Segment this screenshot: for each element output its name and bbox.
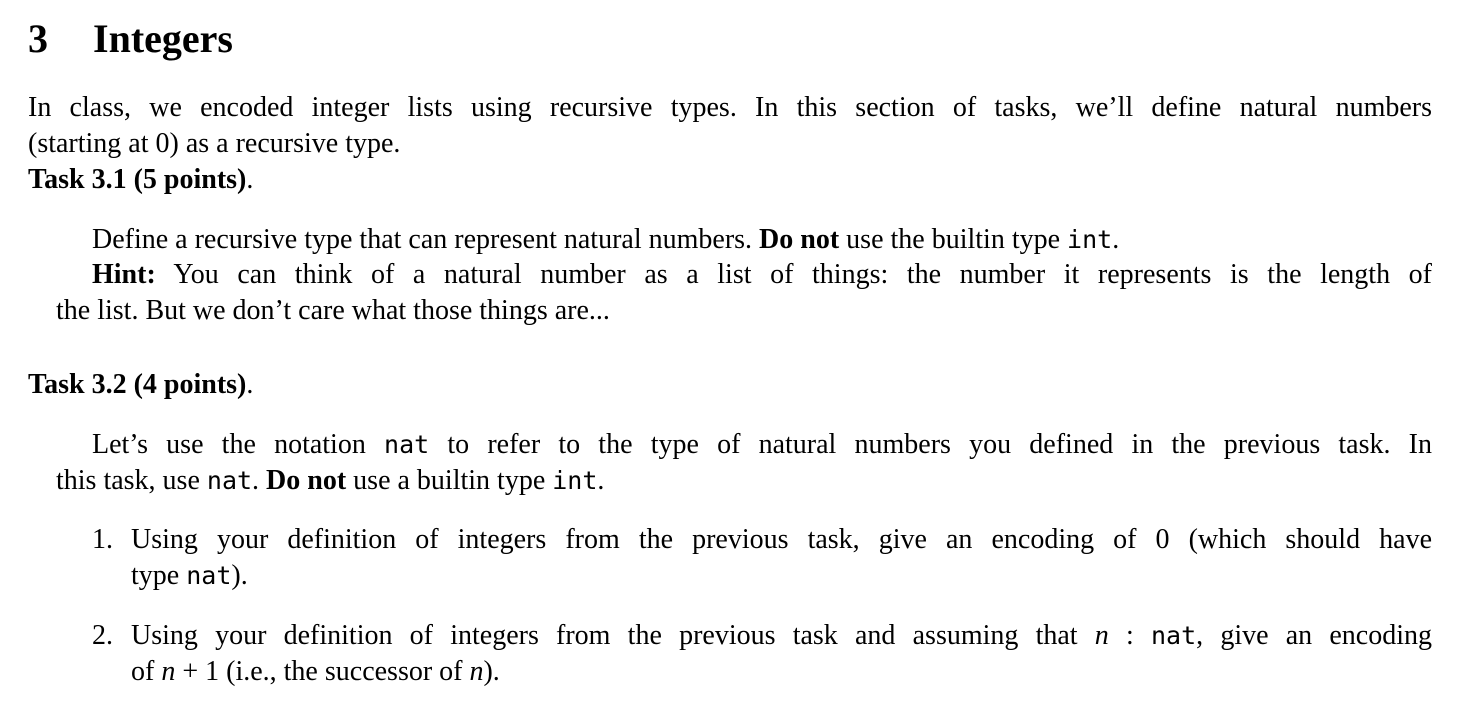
punct: ). — [483, 656, 500, 687]
hint-line-2: the list. But we don’t care what those things are... — [56, 295, 610, 326]
math-n: n — [161, 656, 176, 687]
task-3-2-line-2-text: this task, use — [56, 465, 200, 496]
punct: . — [1112, 224, 1120, 255]
task-3-2-line-2 — [56, 463, 604, 499]
intro-line-2: (starting at 0) as a recursive type. — [28, 128, 401, 159]
math-plus-one: + 1 — [182, 656, 220, 687]
task-3-2-text-post: to refer to the type of natural numbers you defined in the previous task. In — [447, 429, 1433, 460]
math-n: n — [1094, 620, 1109, 651]
math-n: n — [469, 656, 484, 687]
task-3-2-title: Task 3.2 (4 points) — [28, 369, 247, 400]
list-item-1-line-2 — [131, 558, 248, 594]
do-not-emphasis: Do not — [759, 224, 840, 255]
code-nat: nat — [186, 561, 232, 590]
task-3-1-title: Task 3.1 (5 points) — [28, 164, 247, 195]
code-int: int — [1067, 225, 1113, 254]
list-item-2-line-2 — [131, 654, 500, 690]
intro-line-1: In class, we encoded integer lists using recursive types. In this section of tasks, we’ll define natural numbers — [28, 92, 1432, 123]
task-3-1-period: . — [246, 164, 254, 195]
section-heading — [28, 16, 233, 67]
section-title: Integers — [93, 16, 233, 61]
math-colon: : — [1126, 620, 1134, 651]
list-item-2-text: Using your definition of integers from the previous task and assuming that — [131, 620, 1078, 651]
section-number: 3 — [28, 16, 48, 61]
punct: ). — [231, 560, 248, 591]
task-3-2-line-1 — [92, 427, 1432, 463]
code-nat: nat — [384, 430, 430, 459]
task-3-2-period: . — [246, 369, 254, 400]
list-item-2-line-1 — [131, 618, 1432, 654]
code-int: int — [552, 466, 598, 495]
task-3-2-line-2-post: use a builtin type — [353, 465, 546, 496]
task-3-1-line-1 — [92, 222, 1119, 258]
hint-line-1 — [92, 257, 1432, 293]
task-3-2-heading — [28, 367, 253, 403]
punct: . — [597, 465, 605, 496]
punct: . — [252, 465, 260, 496]
do-not-emphasis: Do not — [266, 465, 347, 496]
code-nat: nat — [1150, 621, 1197, 650]
list-item-2-number: 2. — [92, 620, 113, 651]
list-item-1-text: type — [131, 560, 180, 591]
hint-text: You can think of a natural number as a list of things: the number it represents is the length of — [173, 259, 1432, 290]
task-3-1-heading — [28, 162, 253, 198]
code-nat: nat — [206, 466, 253, 495]
list-item-1-number: 1. — [92, 524, 113, 555]
hint-label: Hint: — [92, 259, 156, 290]
task-3-1-text-post: use the builtin type — [846, 224, 1061, 255]
list-item-2-text-post: , give an encoding — [1196, 620, 1433, 651]
task-3-2-text: Let’s use the notation — [92, 429, 366, 460]
list-item-2-line-2-text: of — [131, 656, 155, 687]
list-item-2-line-2-mid: (i.e., the successor of — [226, 656, 463, 687]
task-3-1-text: Define a recursive type that can represent natural numbers. — [92, 224, 753, 255]
list-item-1-line-1: Using your definition of integers from the previous task, give an encoding of 0 (which should have — [131, 524, 1432, 555]
